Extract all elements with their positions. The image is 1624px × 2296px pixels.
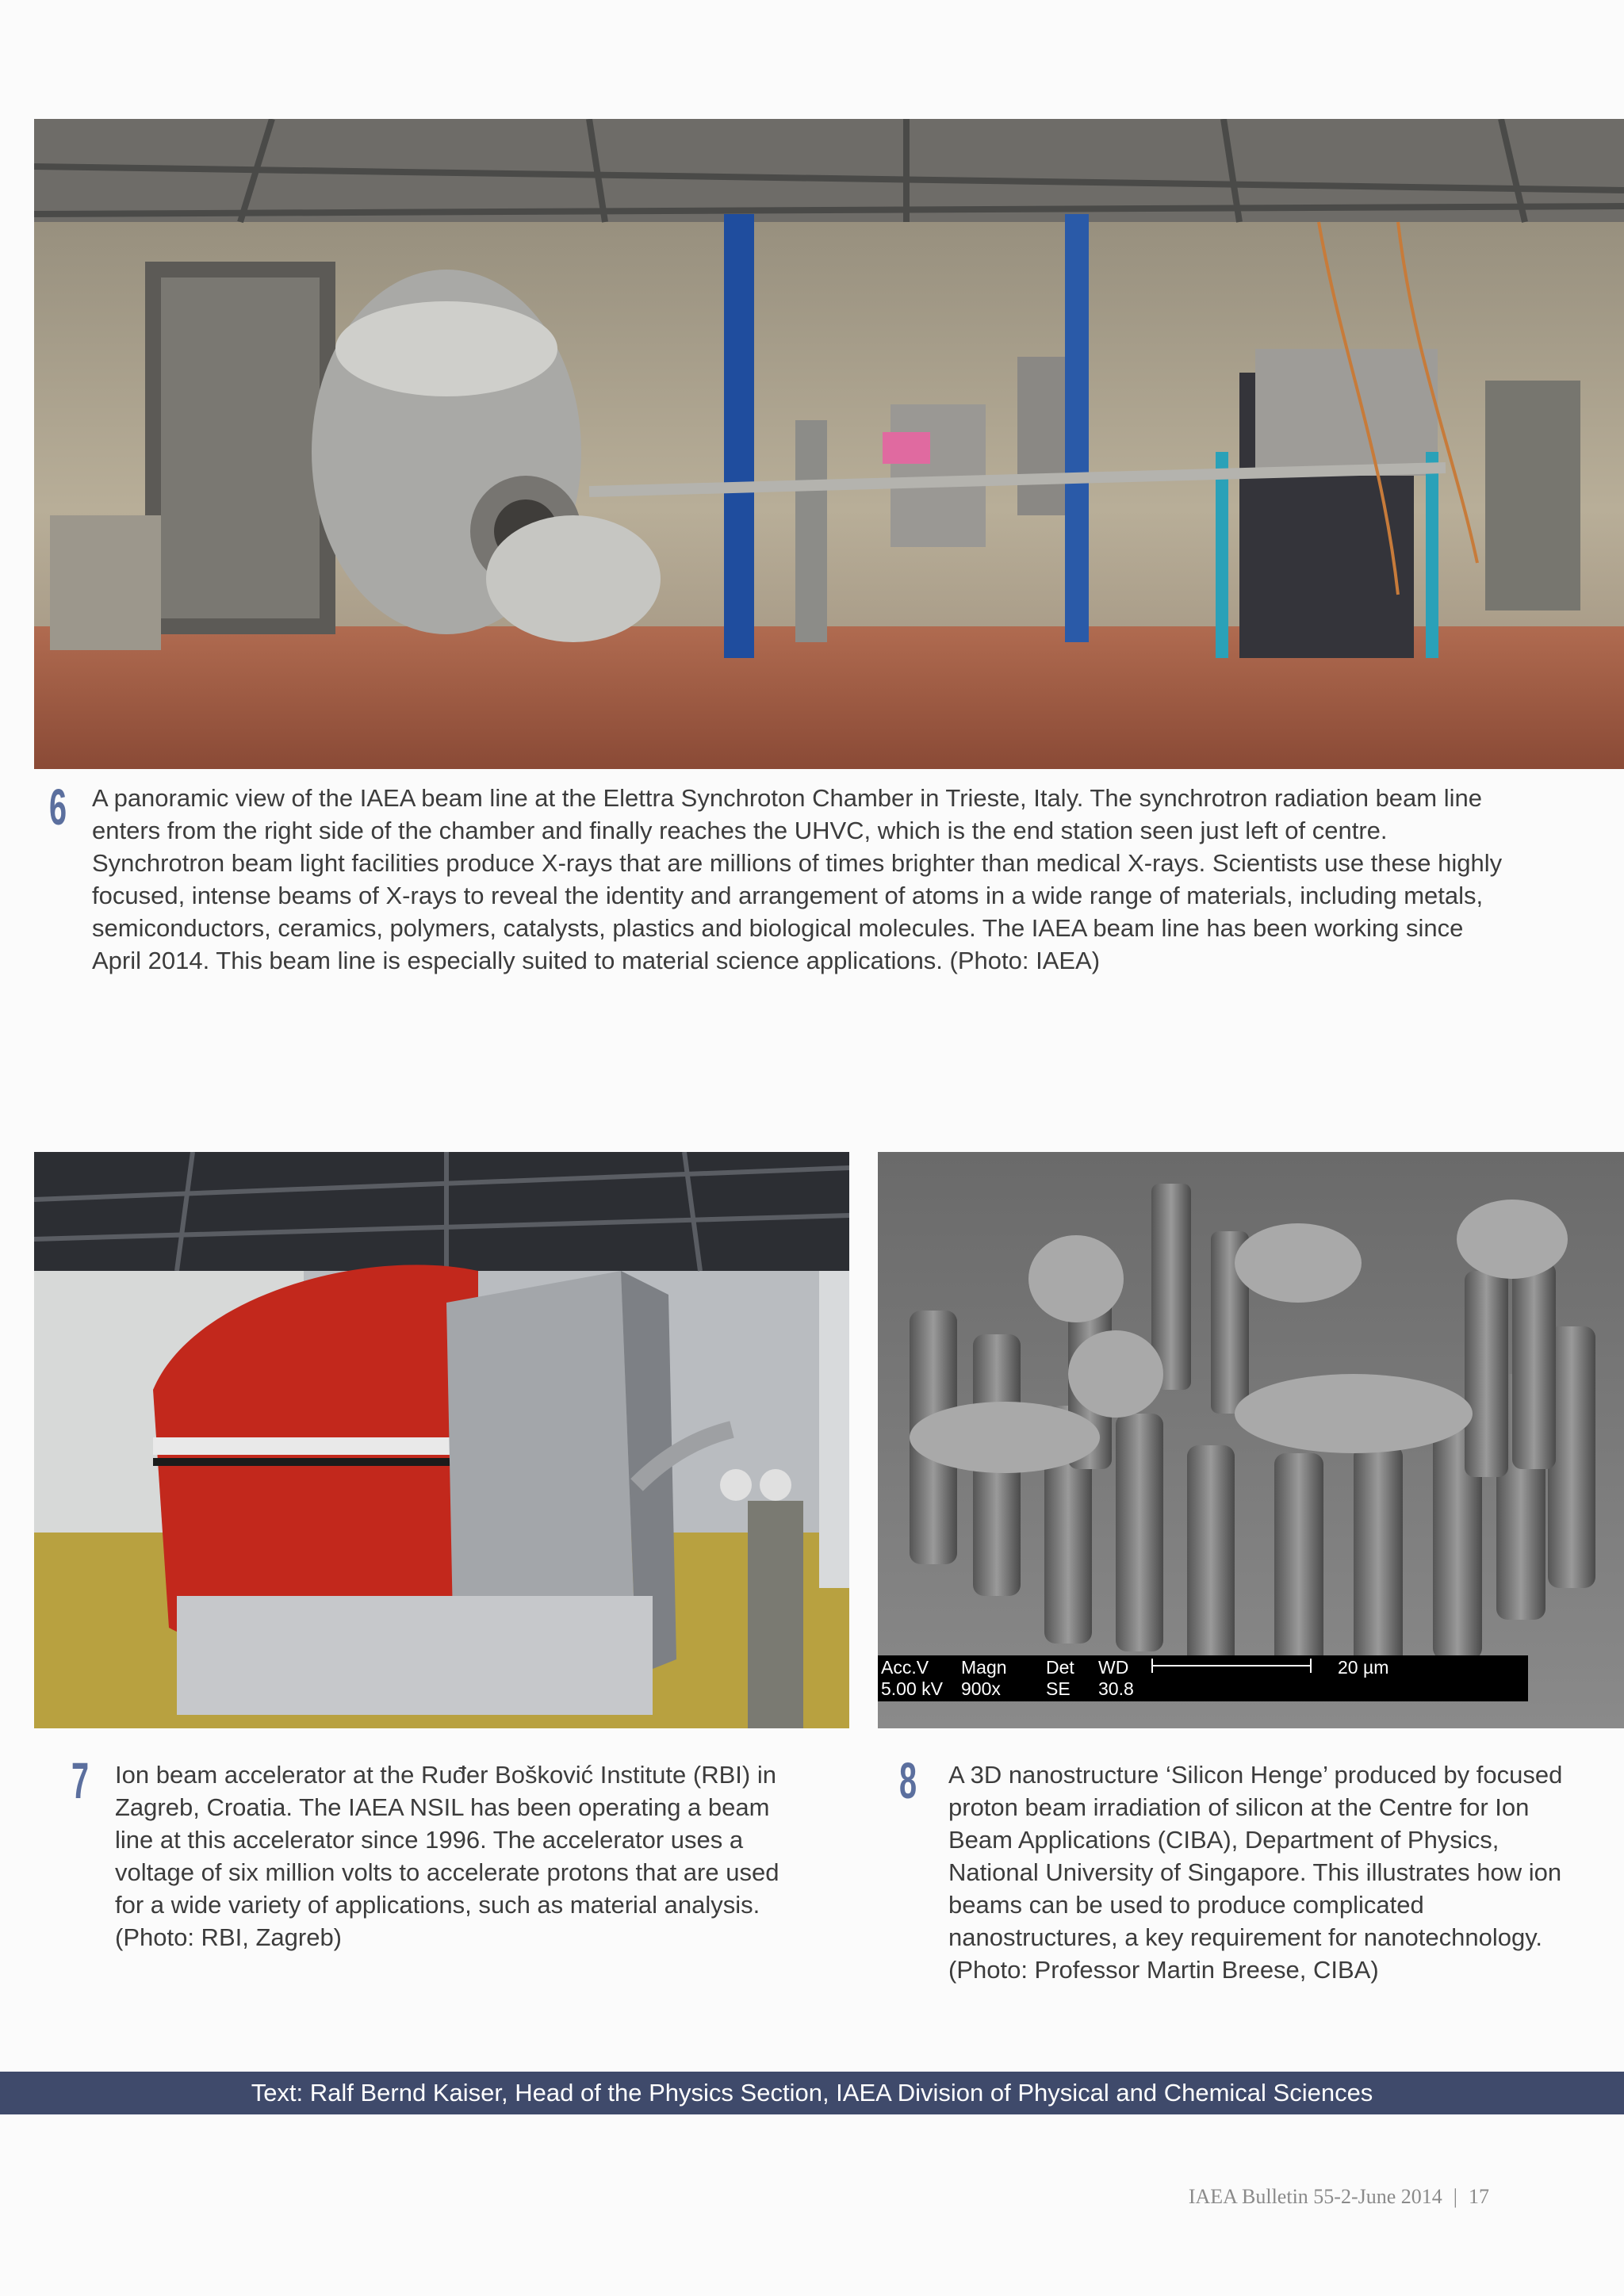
footer-separator: | bbox=[1453, 2185, 1457, 2208]
figure-caption bbox=[948, 1758, 1567, 1986]
publication-name: IAEA Bulletin 55-2-June 2014 bbox=[1188, 2185, 1442, 2208]
sem-magn-label: Magn bbox=[961, 1657, 1007, 1678]
caption-text: A panoramic view of the IAEA beam line at the Elettra Synchroton Chamber in Trieste, Italy. The synchrotron radiation beam line enters from the right side of the chamber and finally reaches the UHVC, which is the end station seen just left of centre. Synchrotron beam light facilities produce X-rays that are millions of times brighter than medical X-rays. Scientists use these highly focused, intense beams of X-rays to reveal the identity and arrangement of atoms in a wide range of materials, including metals, semiconductors, ceramics, polymers, catalysts, plastics and biological molecules. The IAEA beam line has been working since April 2014. This beam line is especially suited to material science applications. (Photo: IAEA) bbox=[92, 784, 1503, 974]
scale-bar bbox=[1151, 1665, 1310, 1667]
caption-text: A 3D nanostructure ‘Silicon Henge’ produced by focused proton beam irradiation of silicon at the Centre for Ion Beam Applications (CIBA), Department of Physics, National University of Singapore. This illustrates how ion beams can be used to produce complicated nanostructures, a key requirement for nanotechnology. (Photo: Professor Martin Breese, CIBA) bbox=[948, 1761, 1563, 1984]
figure-caption bbox=[92, 782, 1511, 977]
author-credit-bar bbox=[0, 2072, 1624, 2114]
sem-wd-label: WD bbox=[1098, 1657, 1129, 1678]
scale-bar-tick bbox=[1310, 1659, 1312, 1673]
photo-silicon-henge-sem bbox=[878, 1152, 1624, 1728]
photo-ion-beam-accelerator bbox=[34, 1152, 849, 1728]
sem-magn-value: 900x bbox=[961, 1678, 1001, 1699]
sem-wd-value: 30.8 bbox=[1098, 1678, 1134, 1699]
sem-databar bbox=[878, 1655, 1528, 1701]
sem-det-label: Det bbox=[1046, 1657, 1074, 1678]
photo-beamline-panorama bbox=[34, 119, 1624, 769]
sem-acc-value: 5.00 kV bbox=[881, 1678, 943, 1699]
caption-text: Ion beam accelerator at the Ruđer Bošković Institute (RBI) in Zagreb, Croatia. The IAEA NSIL has been operating a beam line at this accelerator since 1996. The accelerator uses a voltage of six million volts to accelerate protons that are used for a wide variety of applications, such as material analysis. (Photo: RBI, Zagreb) bbox=[115, 1761, 779, 1951]
sem-det-value: SE bbox=[1046, 1678, 1071, 1699]
figure-caption bbox=[115, 1758, 813, 1954]
figure-number: 8 bbox=[899, 1752, 917, 1809]
figure-number: 7 bbox=[71, 1752, 90, 1809]
scale-bar-tick bbox=[1151, 1659, 1153, 1673]
sem-scale-label: 20 µm bbox=[1338, 1657, 1389, 1678]
figure-number: 6 bbox=[49, 779, 67, 836]
page-footer bbox=[1189, 2185, 1489, 2209]
author-credit: Text: Ralf Bernd Kaiser, Head of the Physics Section, IAEA Division of Physical and Chemical Sciences bbox=[251, 2079, 1373, 2107]
page-number: 17 bbox=[1469, 2185, 1489, 2208]
sem-acc-label: Acc.V bbox=[881, 1657, 929, 1678]
